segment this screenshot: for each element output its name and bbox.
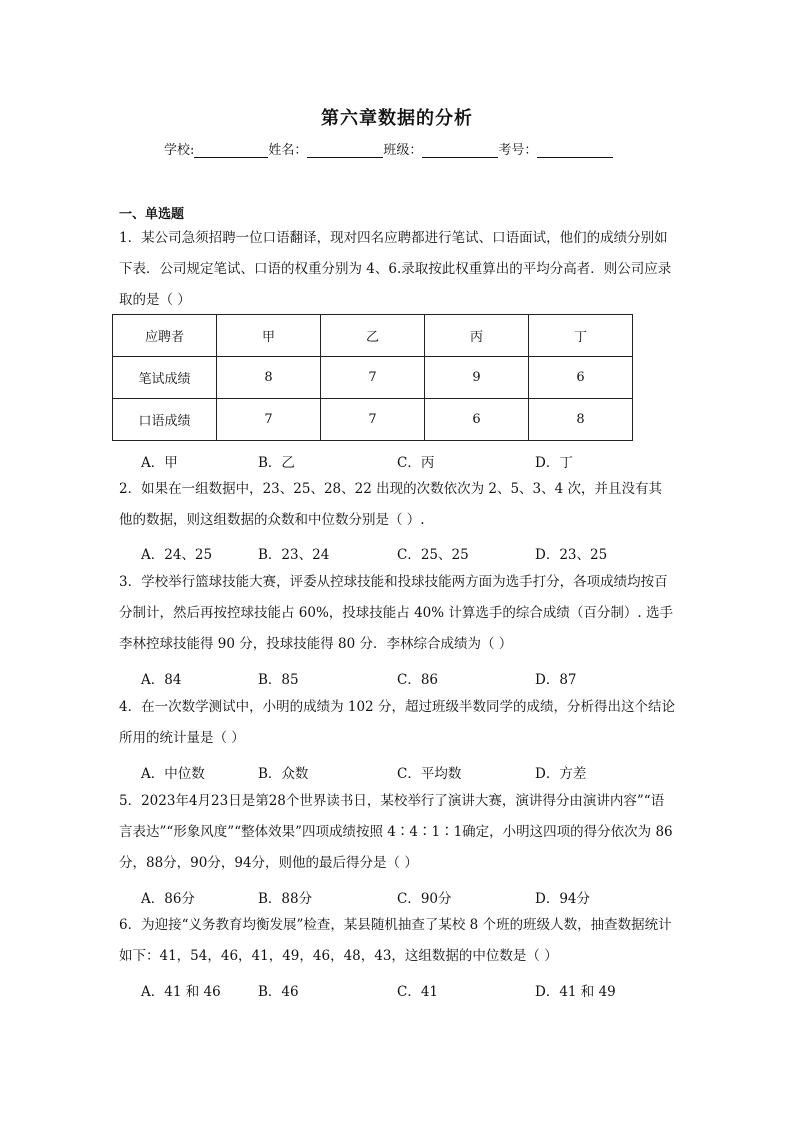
option-d: D．87 [535, 672, 577, 688]
table-cell: 6 [425, 399, 529, 441]
section-heading: 一、单选题 [119, 207, 185, 222]
table-header-cell: 甲 [217, 315, 321, 357]
table-cell: 口语成绩 [113, 399, 217, 441]
table-row [113, 399, 633, 441]
question-4-text: 4．在一次数学测试中，小明的成绩为 102 分，超过班级半数同学的成绩，分析得出这个结论所用的统计量是（ ） [119, 699, 675, 746]
table-cell: 6 [529, 357, 633, 399]
option-a: A．24、25 [141, 547, 213, 563]
question-2-options [141, 543, 661, 567]
question-6-options [141, 980, 661, 1004]
class-blank [422, 143, 498, 158]
name-blank [307, 143, 383, 158]
school-blank [194, 143, 268, 158]
option-a: A．中位数 [141, 766, 205, 782]
question-3-text: 3．学校举行篮球技能大赛，评委从控球技能和投球技能两方面为选手打分，各项成绩均按百分制计，然后再按控球技能占 60%，投球技能占 40% 计算选手的综合成绩（百分制）. 选手李林控球技能得 90 分，投球技能得 80 分．李林综合成绩为（ ） [119, 574, 673, 652]
table-header-cell: 丙 [425, 315, 529, 357]
table-header-cell: 应聘者 [113, 315, 217, 357]
option-a: A．84 [141, 672, 182, 688]
table-cell: 9 [425, 357, 529, 399]
question-1-text: 1．某公司急须招聘一位口语翻译，现对四名应聘都进行笔试、口语面试，他们的成绩分别如下表．公司规定笔试、口语的权重分别为 4、6.录取按此权重算出的平均分高者．则公司应录取的是（ ） [119, 230, 672, 308]
option-c: C．25、25 [397, 547, 469, 563]
table-row [113, 357, 633, 399]
question-5-options [141, 887, 661, 911]
option-d: D．丁 [535, 455, 573, 471]
table-cell: 8 [529, 399, 633, 441]
option-c: C．41 [397, 984, 439, 1000]
table-cell: 7 [321, 399, 425, 441]
school-label: 学校: [164, 143, 195, 158]
option-a: A．41 和 46 [141, 984, 221, 1000]
page-title: 第六章数据的分析 [321, 108, 473, 129]
table-cell: 8 [217, 357, 321, 399]
question-1-options [141, 451, 661, 475]
option-b: B．23、24 [258, 547, 330, 563]
table-cell: 笔试成绩 [113, 357, 217, 399]
option-c: C．平均数 [397, 766, 462, 782]
option-b: B．乙 [258, 455, 295, 471]
student-info-line [164, 139, 613, 158]
question-4-options [141, 762, 661, 786]
option-d: D．方差 [535, 766, 587, 782]
table-header-cell: 乙 [321, 315, 425, 357]
question-2-text: 2．如果在一组数据中，23、25、28、22 出现的次数依次为 2、5、3、4 次，并且没有其他的数据，则这组数据的众数和中位数分别是（ ）. [119, 481, 663, 528]
option-b: B．众数 [258, 766, 309, 782]
table-header-row [113, 315, 633, 357]
option-c: C．86 [397, 672, 439, 688]
score-table [112, 314, 633, 441]
name-label: 姓名： [268, 143, 308, 158]
option-d: D．41 和 49 [535, 984, 616, 1000]
table-cell: 7 [217, 399, 321, 441]
option-b: B．85 [258, 672, 299, 688]
question-6-text: 6．为迎接“义务教育均衡发展”检查，某县随机抽查了某校 8 个班的班级人数，抽查数据统计如下：41，54，46，41，49，46，48，43，这组数据的中位数是（ ） [119, 917, 672, 964]
table-header-cell: 丁 [529, 315, 633, 357]
option-c: C．90分 [397, 891, 452, 907]
class-label: 班级： [383, 143, 423, 158]
question-5-text: 5．2023年4月23日是第28个世界读书日，某校举行了演讲大赛，演讲得分由演讲内容”“语言表达”“形象风度”“整体效果”四项成绩按照 4∶4∶1∶1确定，小明这四项的得分依次为 86分，88分，90分，94分，则他的最后得分是（ ） [119, 793, 673, 871]
option-a: A．甲 [141, 455, 178, 471]
option-a: A．86分 [141, 891, 195, 907]
option-c: C．丙 [397, 455, 435, 471]
option-d: D．94分 [535, 891, 591, 907]
number-label: 考号： [498, 143, 538, 158]
option-d: D．23、25 [535, 547, 608, 563]
option-b: B．46 [258, 984, 299, 1000]
question-3-options [141, 668, 661, 692]
table-cell: 7 [321, 357, 425, 399]
number-blank [537, 143, 613, 158]
option-b: B．88分 [258, 891, 313, 907]
